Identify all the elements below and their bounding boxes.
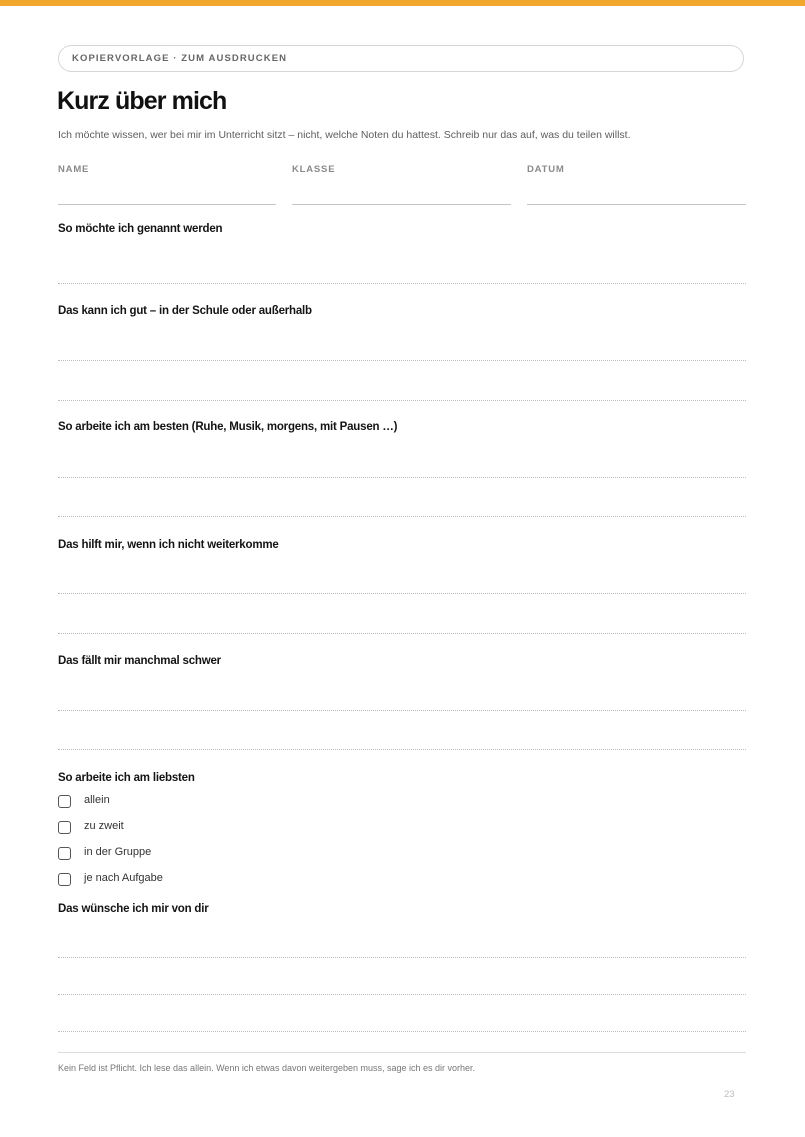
- checkbox[interactable]: [58, 795, 71, 808]
- answer-line[interactable]: [58, 283, 746, 284]
- option-label: je nach Aufgabe: [84, 872, 163, 884]
- page-number: 23: [724, 1089, 735, 1100]
- worksheet-badge: [58, 45, 744, 72]
- name-field-line[interactable]: [58, 204, 276, 205]
- worksheet-badge-label: KOPIERVORLAGE · ZUM AUSDRUCKEN: [72, 53, 288, 64]
- option-je-nach-aufgabe[interactable]: [58, 872, 163, 886]
- answer-line[interactable]: [58, 749, 746, 750]
- datum-field-label: DATUM: [527, 164, 565, 175]
- page-title: Kurz über mich: [57, 87, 227, 115]
- checkbox[interactable]: [58, 821, 71, 834]
- answer-line[interactable]: [58, 516, 746, 517]
- question-difficulties: Das fällt mir manchmal schwer: [58, 655, 221, 667]
- question-work-preference: So arbeite ich am liebsten: [58, 772, 195, 784]
- footer-note: Kein Feld ist Pflicht. Ich lese das allein. Wenn ich etwas davon weitergeben muss, sage ich es dir vorher.: [58, 1063, 476, 1073]
- answer-line[interactable]: [58, 994, 746, 995]
- klasse-field-line[interactable]: [292, 204, 511, 205]
- name-field-label: NAME: [58, 164, 90, 175]
- option-label: zu zweit: [84, 820, 124, 832]
- answer-line[interactable]: [58, 957, 746, 958]
- option-zu-zweit[interactable]: [58, 820, 124, 834]
- answer-line[interactable]: [58, 477, 746, 478]
- option-label: allein: [84, 794, 110, 806]
- option-gruppe[interactable]: [58, 846, 152, 860]
- question-help-when-stuck: Das hilft mir, wenn ich nicht weiterkomme: [58, 539, 279, 551]
- answer-line[interactable]: [58, 1031, 746, 1032]
- option-label: in der Gruppe: [84, 846, 152, 858]
- answer-line[interactable]: [58, 593, 746, 594]
- klasse-field-label: KLASSE: [292, 164, 336, 175]
- question-wishes: Das wünsche ich mir von dir: [58, 903, 209, 915]
- question-strengths: Das kann ich gut – in der Schule oder außerhalb: [58, 305, 312, 317]
- checkbox[interactable]: [58, 873, 71, 886]
- answer-line[interactable]: [58, 633, 746, 634]
- question-work-best: So arbeite ich am besten (Ruhe, Musik, morgens, mit Pausen …): [58, 421, 398, 433]
- answer-line[interactable]: [58, 360, 746, 361]
- question-preferred-name: So möchte ich genannt werden: [58, 223, 223, 235]
- top-accent-bar: [0, 0, 805, 6]
- datum-field-line[interactable]: [527, 204, 746, 205]
- intro-text: Ich möchte wissen, wer bei mir im Unterricht sitzt – nicht, welche Noten du hattest. Schreib nur das auf, was du teilen willst.: [58, 129, 631, 141]
- answer-line[interactable]: [58, 710, 746, 711]
- option-allein[interactable]: [58, 794, 110, 808]
- footer-divider: [58, 1052, 746, 1053]
- checkbox[interactable]: [58, 847, 71, 860]
- answer-line[interactable]: [58, 400, 746, 401]
